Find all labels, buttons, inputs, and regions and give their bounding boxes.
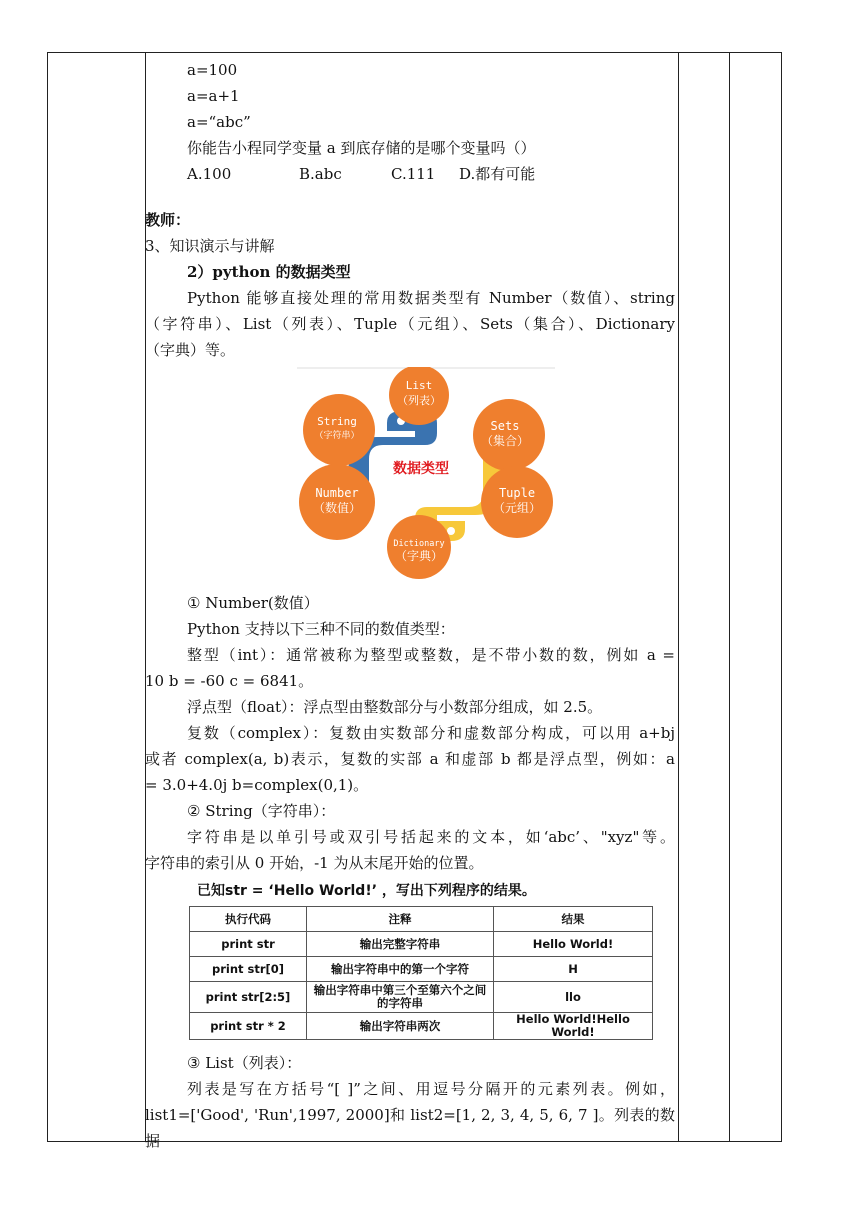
teacher-label: 教师： xyxy=(145,211,191,229)
column-divider-3 xyxy=(729,53,730,1141)
table-row xyxy=(190,1013,653,1040)
bubble-en: Dictionary xyxy=(393,539,445,549)
code-line: a=a+1 xyxy=(187,87,240,105)
subtitle: 2）python 的数据类型 xyxy=(187,263,351,281)
table-cell: llo xyxy=(494,982,653,1013)
paragraph-line: 10 b = -60 c = 6841。 xyxy=(145,672,314,690)
option-c: C.111 xyxy=(391,165,436,183)
quiz-options xyxy=(145,161,675,187)
center-label: 数据类型 xyxy=(393,461,449,477)
number-heading: ① Number(数值） xyxy=(187,594,319,612)
paragraph-line: 浮点型（float）：浮点型由整数部分与小数部分组成，如 2.5。 xyxy=(187,698,603,716)
string-heading: ② String（字符串）： xyxy=(187,802,336,820)
paragraph-line: 或者 complex(a, b)表示，复数的实部 a 和虚部 b 都是浮点型，例如：a xyxy=(145,750,675,768)
paragraph-line: 整型（int）：通常被称为整型或整数，是不带小数的数，例如 a = xyxy=(187,646,675,664)
table-cell: print str[0] xyxy=(190,957,307,982)
option-b: B.abc xyxy=(299,165,342,183)
table-header-row xyxy=(190,907,653,932)
paragraph-line: list1=['Good', 'Run',1997, 2000]和 list2=[1, 2, 3, 4, 5, 6, 7 ]。列表的数据 xyxy=(145,1106,675,1150)
bubble-string xyxy=(303,394,375,466)
column-divider-2 xyxy=(678,53,679,1141)
data-types-figure xyxy=(297,367,555,582)
option-a: A.100 xyxy=(187,165,232,183)
intro-line: （字典）等。 xyxy=(145,341,236,359)
header-cell: 注释 xyxy=(307,907,494,932)
table-row xyxy=(190,982,653,1013)
header-cell: 结果 xyxy=(494,907,653,932)
paragraph-line: 字符串的索引从 0 开始，-1 为从末尾开始的位置。 xyxy=(145,854,484,872)
intro-line: Python 能够直接处理的常用数据类型有 Number（数值）、string xyxy=(187,289,675,307)
bubble-en: String xyxy=(317,415,357,428)
bubble-en: Number xyxy=(315,486,359,500)
header-cell: 执行代码 xyxy=(190,907,307,932)
table-cell: Hello World! xyxy=(494,932,653,957)
bubble-tuple xyxy=(481,466,553,538)
section-heading: 3、知识演示与讲解 xyxy=(145,237,275,255)
code-line: a=100 xyxy=(187,61,238,79)
bubble-zh: （数值） xyxy=(312,501,362,515)
table-cell: 输出字符串两次 xyxy=(307,1013,494,1040)
table-cell: H xyxy=(494,957,653,982)
quiz-question: 你能告小程同学变量 a 到底存储的是哪个变量吗（） xyxy=(187,139,536,157)
option-d: D.都有可能 xyxy=(459,165,536,183)
paragraph-line: 字符串是以单引号或双引号括起来的文本，如‘abc’、"xyz"等。 xyxy=(187,828,675,846)
bubble-number xyxy=(299,464,375,540)
paragraph-line: 列表是写在方括号“[ ]”之间、用逗号分隔开的元素列表。例如， xyxy=(187,1080,675,1098)
table-cell: Hello World!Hello World! xyxy=(494,1013,653,1040)
table-title: 已知str = ‘Hello World!’ ，写出下列程序的结果。 xyxy=(197,883,536,899)
table-cell: print str xyxy=(190,932,307,957)
bubble-list xyxy=(389,367,449,425)
list-heading: ③ List（列表）： xyxy=(187,1054,302,1072)
table-cell: print str * 2 xyxy=(190,1013,307,1040)
table-cell: 输出完整字符串 xyxy=(307,932,494,957)
bubble-zh: （列表） xyxy=(397,394,441,407)
paragraph-line: 复数（complex）：复数由实数部分和虚数部分构成，可以用 a+bj xyxy=(187,724,675,742)
table-row xyxy=(190,957,653,982)
table-cell: 输出字符串中的第一个字符 xyxy=(307,957,494,982)
table-row xyxy=(190,932,653,957)
data-types-diagram xyxy=(297,367,555,582)
bubble-zh: （字符串） xyxy=(314,431,360,441)
paragraph-line: Python 支持以下三种不同的数值类型： xyxy=(187,620,455,638)
table-cell: 输出字符串中第三个至第六个之间的字符串 xyxy=(307,982,494,1013)
lesson-table-frame xyxy=(47,52,782,1150)
table-cell: print str[2:5] xyxy=(190,982,307,1013)
bubble-en: List xyxy=(405,379,433,392)
bubble-zh: （字典） xyxy=(394,549,444,563)
code-line: a=“abc” xyxy=(187,113,251,131)
bubble-en: Tuple xyxy=(498,486,536,500)
string-example-table xyxy=(189,906,653,1040)
main-content-cell xyxy=(145,53,675,1154)
intro-line: （字符串）、List（列表）、Tuple（元组）、Sets（集合）、Dictionary xyxy=(145,315,675,333)
bubble-dictionary xyxy=(387,515,451,579)
bubble-zh: （集合） xyxy=(480,434,530,448)
bubble-sets xyxy=(473,399,545,471)
bubble-zh: （元组） xyxy=(492,501,542,515)
bubble-en: Sets xyxy=(490,419,520,433)
paragraph-line: = 3.0+4.0j b=complex(0,1)。 xyxy=(145,776,369,794)
